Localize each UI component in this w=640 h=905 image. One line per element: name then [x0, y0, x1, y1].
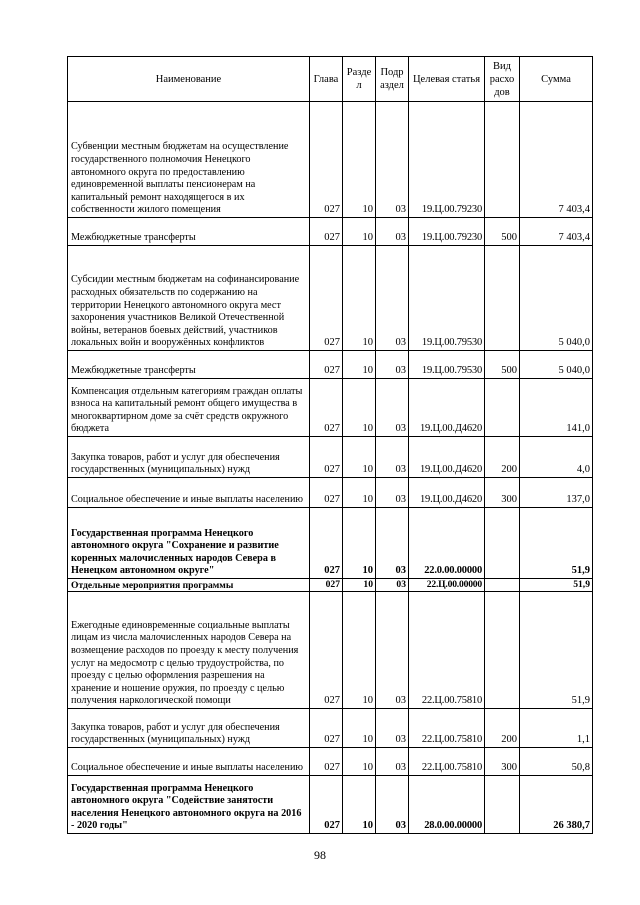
header-name: Наименование — [68, 57, 310, 102]
row-summa: 51,9 — [520, 579, 593, 592]
row-podrazdel: 03 — [376, 776, 409, 834]
row-summa: 51,9 — [520, 592, 593, 709]
row-name: Межбюджетные трансферты — [68, 351, 310, 379]
row-podrazdel: 03 — [376, 748, 409, 776]
row-razdel: 10 — [343, 709, 376, 748]
table-row — [68, 776, 593, 834]
row-kcsr: 19.Ц.00.Д4620 — [409, 379, 485, 437]
row-podrazdel: 03 — [376, 351, 409, 379]
row-glava: 027 — [310, 437, 343, 478]
row-kcsr: 19.Ц.00.79230 — [409, 218, 485, 246]
row-razdel: 10 — [343, 379, 376, 437]
row-glava: 027 — [310, 218, 343, 246]
row-razdel: 10 — [343, 102, 376, 218]
table-row — [68, 379, 593, 437]
row-razdel: 10 — [343, 508, 376, 579]
row-name: Межбюджетные трансферты — [68, 218, 310, 246]
row-kcsr: 19.Ц.00.Д4620 — [409, 437, 485, 478]
row-podrazdel: 03 — [376, 709, 409, 748]
row-summa: 4,0 — [520, 437, 593, 478]
table-row — [68, 592, 593, 709]
row-summa: 137,0 — [520, 478, 593, 508]
row-glava: 027 — [310, 246, 343, 351]
row-summa: 26 380,7 — [520, 776, 593, 834]
row-razdel: 10 — [343, 246, 376, 351]
row-razdel: 10 — [343, 218, 376, 246]
row-name: Социальное обеспечение и иные выплаты населению — [68, 748, 310, 776]
row-razdel: 10 — [343, 776, 376, 834]
row-razdel: 10 — [343, 351, 376, 379]
budget-table — [67, 56, 593, 834]
row-summa: 50,8 — [520, 748, 593, 776]
row-glava: 027 — [310, 776, 343, 834]
row-glava: 027 — [310, 592, 343, 709]
table-row — [68, 478, 593, 508]
row-podrazdel: 03 — [376, 592, 409, 709]
row-podrazdel: 03 — [376, 102, 409, 218]
table-row — [68, 508, 593, 579]
table-row — [68, 102, 593, 218]
row-summa: 5 040,0 — [520, 351, 593, 379]
table-body — [68, 102, 593, 834]
table-row — [68, 579, 593, 592]
header-glava: Глава — [310, 57, 343, 102]
row-vid — [485, 592, 520, 709]
row-name: Компенсация отдельным категориям граждан оплаты взноса на капитальный ремонт общего имущества в многоквартирном доме за счёт средств окружного бюджета — [68, 379, 310, 437]
row-name: Отдельные мероприятия программы — [68, 579, 310, 592]
row-summa: 1,1 — [520, 709, 593, 748]
row-vid: 200 — [485, 437, 520, 478]
row-razdel: 10 — [343, 478, 376, 508]
row-name: Закупка товаров, работ и услуг для обеспечения государственных (муниципальных) нужд — [68, 709, 310, 748]
header-summa: Сумма — [520, 57, 593, 102]
row-razdel: 10 — [343, 592, 376, 709]
row-razdel: 10 — [343, 579, 376, 592]
row-podrazdel: 03 — [376, 246, 409, 351]
row-podrazdel: 03 — [376, 478, 409, 508]
row-kcsr: 22.Ц.00.75810 — [409, 592, 485, 709]
row-podrazdel: 03 — [376, 218, 409, 246]
row-kcsr: 19.Ц.00.79230 — [409, 102, 485, 218]
row-vid: 500 — [485, 351, 520, 379]
table-row — [68, 351, 593, 379]
row-name: Социальное обеспечение и иные выплаты населению — [68, 478, 310, 508]
row-glava: 027 — [310, 748, 343, 776]
row-name: Закупка товаров, работ и услуг для обеспечения государственных (муниципальных) нужд — [68, 437, 310, 478]
header-podrazdel: Подр аздел — [376, 57, 409, 102]
row-vid: 300 — [485, 748, 520, 776]
row-kcsr: 19.Ц.00.79530 — [409, 351, 485, 379]
row-summa: 7 403,4 — [520, 218, 593, 246]
row-vid — [485, 246, 520, 351]
page-number: 98 — [314, 848, 326, 862]
row-podrazdel: 03 — [376, 437, 409, 478]
row-glava: 027 — [310, 102, 343, 218]
row-name: Ежегодные единовременные социальные выплаты лицам из числа малочисленных народов Севера на возмещение расходов по проезду к месту получения услуг на медосмотр с целью трудоустройства, по проезду с целью оформления разрешения на хранение и ношение оружия, по проезду с целью получения наркологической помощи — [68, 592, 310, 709]
row-podrazdel: 03 — [376, 508, 409, 579]
row-kcsr: 22.0.00.00000 — [409, 508, 485, 579]
row-vid — [485, 579, 520, 592]
row-vid: 200 — [485, 709, 520, 748]
row-name: Субсидии местным бюджетам на софинансирование расходных обязательств по содержанию на территории Ненецкого автономного округа мест захоронения участников Великой Отечественной войны, ветеранов боевых действий, участников локальных войн и вооружённых конфликтов — [68, 246, 310, 351]
row-razdel: 10 — [343, 748, 376, 776]
row-kcsr: 22.Ц.00.75810 — [409, 709, 485, 748]
table-row — [68, 246, 593, 351]
header-razdel: Разде л — [343, 57, 376, 102]
row-podrazdel: 03 — [376, 379, 409, 437]
row-summa: 51,9 — [520, 508, 593, 579]
table-row — [68, 748, 593, 776]
row-vid — [485, 776, 520, 834]
row-podrazdel: 03 — [376, 579, 409, 592]
row-glava: 027 — [310, 351, 343, 379]
row-glava: 027 — [310, 478, 343, 508]
header-vid: Вид расхо дов — [485, 57, 520, 102]
table-row — [68, 437, 593, 478]
row-kcsr: 22.Ц.00.00000 — [409, 579, 485, 592]
table-row — [68, 218, 593, 246]
table-header — [68, 57, 593, 102]
row-name: Государственная программа Ненецкого автономного округа "Содействие занятости населения Ненецкого автономного округа на 2016 - 2020 годы" — [68, 776, 310, 834]
row-glava: 027 — [310, 508, 343, 579]
row-glava: 027 — [310, 379, 343, 437]
row-kcsr: 19.Ц.00.Д4620 — [409, 478, 485, 508]
row-razdel: 10 — [343, 437, 376, 478]
row-summa: 7 403,4 — [520, 102, 593, 218]
row-vid — [485, 508, 520, 579]
row-glava: 027 — [310, 709, 343, 748]
header-row — [68, 57, 593, 102]
row-glava: 027 — [310, 579, 343, 592]
row-summa: 141,0 — [520, 379, 593, 437]
row-vid — [485, 102, 520, 218]
row-name: Субвенции местным бюджетам на осуществление государственного полномочия Ненецкого автономного округа по предоставлению единовременной выплаты пенсионерам на капитальный ремонт находящегося в их собственности жилого помещения — [68, 102, 310, 218]
header-kcsr: Целевая статья — [409, 57, 485, 102]
row-vid: 300 — [485, 478, 520, 508]
row-kcsr: 28.0.00.00000 — [409, 776, 485, 834]
row-kcsr: 19.Ц.00.79530 — [409, 246, 485, 351]
row-vid: 500 — [485, 218, 520, 246]
row-summa: 5 040,0 — [520, 246, 593, 351]
row-vid — [485, 379, 520, 437]
table-row — [68, 709, 593, 748]
row-kcsr: 22.Ц.00.75810 — [409, 748, 485, 776]
row-name: Государственная программа Ненецкого автономного округа "Сохранение и развитие коренных малочисленных народов Севера в Ненецком автономном округе" — [68, 508, 310, 579]
